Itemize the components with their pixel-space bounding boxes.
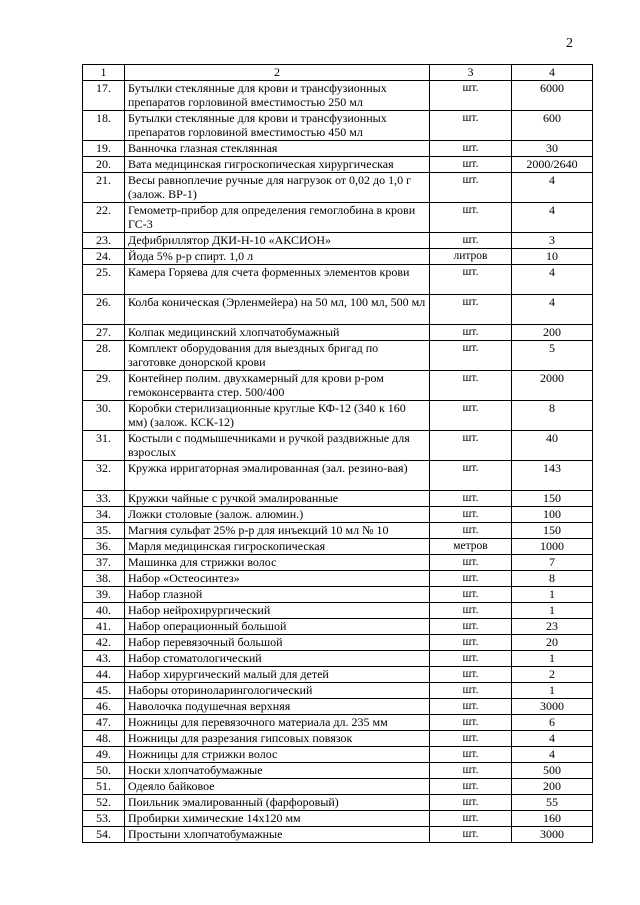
item-quantity: 2000/2640: [512, 157, 593, 173]
item-name: Набор глазной: [125, 587, 430, 603]
item-name: Поильник эмалированный (фарфоровый): [125, 795, 430, 811]
item-name: Контейнер полим. двухкамерный для крови р-ром гемоконсерванта стер. 500/400: [125, 371, 430, 401]
item-unit: шт.: [430, 141, 512, 157]
row-number: 22.: [83, 203, 125, 233]
table-row: [83, 731, 593, 747]
item-unit: шт.: [430, 111, 512, 141]
item-unit: шт.: [430, 731, 512, 747]
table-row: [83, 827, 593, 843]
item-quantity: 3000: [512, 827, 593, 843]
row-number: 45.: [83, 683, 125, 699]
item-name: Набор перевязочный большой: [125, 635, 430, 651]
table-row: [83, 635, 593, 651]
row-number: 34.: [83, 507, 125, 523]
item-quantity: 2000: [512, 371, 593, 401]
item-quantity: 500: [512, 763, 593, 779]
item-name: Ложки столовые (залож. алюмин.): [125, 507, 430, 523]
table-row: [83, 249, 593, 265]
item-unit: шт.: [430, 715, 512, 731]
table-row: [83, 667, 593, 683]
row-number: 26.: [83, 295, 125, 325]
row-number: 41.: [83, 619, 125, 635]
table-row: [83, 763, 593, 779]
row-number: 27.: [83, 325, 125, 341]
item-quantity: 55: [512, 795, 593, 811]
item-quantity: 40: [512, 431, 593, 461]
item-name: Набор стоматологический: [125, 651, 430, 667]
item-name: Бутылки стеклянные для крови и трансфузионных препаратов горловиной вместимостью 450 мл: [125, 111, 430, 141]
row-number: 23.: [83, 233, 125, 249]
table-row: [83, 715, 593, 731]
item-quantity: 150: [512, 491, 593, 507]
row-number: 35.: [83, 523, 125, 539]
item-unit: шт.: [430, 157, 512, 173]
item-name: Набор хирургический малый для детей: [125, 667, 430, 683]
item-unit: шт.: [430, 523, 512, 539]
item-quantity: 1: [512, 587, 593, 603]
table-row: [83, 539, 593, 555]
item-quantity: 1: [512, 603, 593, 619]
item-name: Гемометр-прибор для определения гемоглобина в крови ГС-3: [125, 203, 430, 233]
row-number: 36.: [83, 539, 125, 555]
item-name: Кружка ирригаторная эмалированная (зал. резино-вая): [125, 461, 430, 491]
item-unit: шт.: [430, 811, 512, 827]
item-unit: шт.: [430, 587, 512, 603]
item-quantity: 6: [512, 715, 593, 731]
item-quantity: 8: [512, 401, 593, 431]
row-number: 47.: [83, 715, 125, 731]
item-name: Ножницы для перевязочного материала дл. 235 мм: [125, 715, 430, 731]
item-name: Марля медицинская гигроскопическая: [125, 539, 430, 555]
row-number: 32.: [83, 461, 125, 491]
table-row: [83, 603, 593, 619]
item-quantity: 4: [512, 203, 593, 233]
item-quantity: 3: [512, 233, 593, 249]
row-number: 30.: [83, 401, 125, 431]
item-name: Набор «Остеосинтез»: [125, 571, 430, 587]
item-name: Коробки стерилизационные круглые КФ-12 (340 к 160 мм) (залож. КСК-12): [125, 401, 430, 431]
item-unit: шт.: [430, 507, 512, 523]
table-row: [83, 795, 593, 811]
table-row: [83, 491, 593, 507]
item-name: Бутылки стеклянные для крови и трансфузионных препаратов горловиной вместимостью 250 мл: [125, 81, 430, 111]
table-row: [83, 295, 593, 325]
item-name: Дефибриллятор ДКИ-Н-10 «АКСИОН»: [125, 233, 430, 249]
item-name: Одеяло байковое: [125, 779, 430, 795]
item-name: Костыли с подмышечниками и ручкой раздвижные для взрослых: [125, 431, 430, 461]
table-row: [83, 341, 593, 371]
item-quantity: 20: [512, 635, 593, 651]
table-row: [83, 265, 593, 295]
item-quantity: 6000: [512, 81, 593, 111]
row-number: 54.: [83, 827, 125, 843]
item-quantity: 4: [512, 173, 593, 203]
item-quantity: 10: [512, 249, 593, 265]
item-name: Машинка для стрижки волос: [125, 555, 430, 571]
item-unit: шт.: [430, 635, 512, 651]
row-number: 33.: [83, 491, 125, 507]
item-quantity: 1: [512, 651, 593, 667]
item-quantity: 2: [512, 667, 593, 683]
item-unit: шт.: [430, 651, 512, 667]
table-row: [83, 141, 593, 157]
table-row: [83, 111, 593, 141]
item-quantity: 5: [512, 341, 593, 371]
row-number: 17.: [83, 81, 125, 111]
row-number: 31.: [83, 431, 125, 461]
table-row: [83, 233, 593, 249]
item-unit: шт.: [430, 683, 512, 699]
header-col-unit: 3: [430, 65, 512, 81]
item-quantity: 150: [512, 523, 593, 539]
item-unit: шт.: [430, 203, 512, 233]
item-quantity: 8: [512, 571, 593, 587]
table-row: [83, 779, 593, 795]
items-table: [82, 64, 593, 843]
header-col-number: 1: [83, 65, 125, 81]
item-name: Носки хлопчатобумажные: [125, 763, 430, 779]
table-row: [83, 325, 593, 341]
table-row: [83, 683, 593, 699]
row-number: 50.: [83, 763, 125, 779]
item-unit: шт.: [430, 763, 512, 779]
item-unit: шт.: [430, 667, 512, 683]
row-number: 46.: [83, 699, 125, 715]
row-number: 53.: [83, 811, 125, 827]
item-quantity: 1: [512, 683, 593, 699]
item-name: Ванночка глазная стеклянная: [125, 141, 430, 157]
table-row: [83, 431, 593, 461]
item-name: Комплект оборудования для выездных бригад по заготовке донорской крови: [125, 341, 430, 371]
table-row: [83, 523, 593, 539]
row-number: 48.: [83, 731, 125, 747]
item-unit: шт.: [430, 173, 512, 203]
item-quantity: 1000: [512, 539, 593, 555]
item-unit: шт.: [430, 571, 512, 587]
item-quantity: 4: [512, 295, 593, 325]
item-unit: шт.: [430, 619, 512, 635]
item-name: Наборы оториноларингологический: [125, 683, 430, 699]
table-row: [83, 587, 593, 603]
table-row: [83, 811, 593, 827]
item-unit: шт.: [430, 747, 512, 763]
item-unit: шт.: [430, 325, 512, 341]
item-name: Камера Горяева для счета форменных элементов крови: [125, 265, 430, 295]
item-name: Магния сульфат 25% р-р для инъекций 10 мл № 10: [125, 523, 430, 539]
items-table-body: [83, 65, 593, 843]
item-quantity: 160: [512, 811, 593, 827]
row-number: 44.: [83, 667, 125, 683]
item-unit: шт.: [430, 491, 512, 507]
table-row: [83, 571, 593, 587]
item-unit: шт.: [430, 371, 512, 401]
table-row: [83, 699, 593, 715]
row-number: 37.: [83, 555, 125, 571]
item-unit: шт.: [430, 401, 512, 431]
item-unit: шт.: [430, 795, 512, 811]
item-quantity: 600: [512, 111, 593, 141]
item-quantity: 4: [512, 265, 593, 295]
item-unit: литров: [430, 249, 512, 265]
item-name: Пробирки химические 14x120 мм: [125, 811, 430, 827]
item-name: Колба коническая (Эрленмейера) на 50 мл, 100 мл, 500 мл: [125, 295, 430, 325]
table-row: [83, 461, 593, 491]
row-number: 20.: [83, 157, 125, 173]
table-row: [83, 507, 593, 523]
item-quantity: 3000: [512, 699, 593, 715]
row-number: 49.: [83, 747, 125, 763]
table-row: [83, 651, 593, 667]
item-unit: шт.: [430, 699, 512, 715]
item-name: Кружки чайные с ручкой эмалированные: [125, 491, 430, 507]
item-quantity: 100: [512, 507, 593, 523]
page-number: 2: [566, 36, 573, 51]
table-row: [83, 81, 593, 111]
table-row: [83, 555, 593, 571]
row-number: 25.: [83, 265, 125, 295]
row-number: 43.: [83, 651, 125, 667]
table-row: [83, 619, 593, 635]
item-name: Вата медицинская гигроскопическая хирургическая: [125, 157, 430, 173]
item-unit: шт.: [430, 295, 512, 325]
row-number: 38.: [83, 571, 125, 587]
row-number: 51.: [83, 779, 125, 795]
row-number: 40.: [83, 603, 125, 619]
table-row: [83, 173, 593, 203]
row-number: 39.: [83, 587, 125, 603]
item-quantity: 23: [512, 619, 593, 635]
item-unit: шт.: [430, 827, 512, 843]
table-row: [83, 401, 593, 431]
header-col-name: 2: [125, 65, 430, 81]
item-unit: шт.: [430, 461, 512, 491]
item-unit: шт.: [430, 341, 512, 371]
item-name: Йода 5% р-р спирт. 1,0 л: [125, 249, 430, 265]
row-number: 52.: [83, 795, 125, 811]
item-unit: шт.: [430, 603, 512, 619]
item-name: Ножницы для стрижки волос: [125, 747, 430, 763]
item-name: Колпак медицинский хлопчатобумажный: [125, 325, 430, 341]
row-number: 29.: [83, 371, 125, 401]
item-quantity: 4: [512, 747, 593, 763]
header-col-quantity: 4: [512, 65, 593, 81]
item-unit: шт.: [430, 555, 512, 571]
item-name: Набор нейрохирургический: [125, 603, 430, 619]
item-unit: метров: [430, 539, 512, 555]
table-row: [83, 157, 593, 173]
item-quantity: 4: [512, 731, 593, 747]
item-unit: шт.: [430, 233, 512, 249]
item-quantity: 200: [512, 325, 593, 341]
item-name: Весы равноплечие ручные для нагрузок от 0,02 до 1,0 г (залож. ВР-1): [125, 173, 430, 203]
table-row: [83, 747, 593, 763]
item-quantity: 200: [512, 779, 593, 795]
row-number: 24.: [83, 249, 125, 265]
item-name: Простыни хлопчатобумажные: [125, 827, 430, 843]
item-name: Набор операционный большой: [125, 619, 430, 635]
item-quantity: 143: [512, 461, 593, 491]
item-unit: шт.: [430, 431, 512, 461]
item-name: Наволочка подушечная верхняя: [125, 699, 430, 715]
table-row: [83, 371, 593, 401]
row-number: 28.: [83, 341, 125, 371]
item-quantity: 7: [512, 555, 593, 571]
row-number: 42.: [83, 635, 125, 651]
item-unit: шт.: [430, 81, 512, 111]
item-quantity: 30: [512, 141, 593, 157]
row-number: 19.: [83, 141, 125, 157]
item-unit: шт.: [430, 265, 512, 295]
row-number: 21.: [83, 173, 125, 203]
item-name: Ножницы для разрезания гипсовых повязок: [125, 731, 430, 747]
table-row: [83, 203, 593, 233]
item-unit: шт.: [430, 779, 512, 795]
table-header-row: [83, 65, 593, 81]
row-number: 18.: [83, 111, 125, 141]
